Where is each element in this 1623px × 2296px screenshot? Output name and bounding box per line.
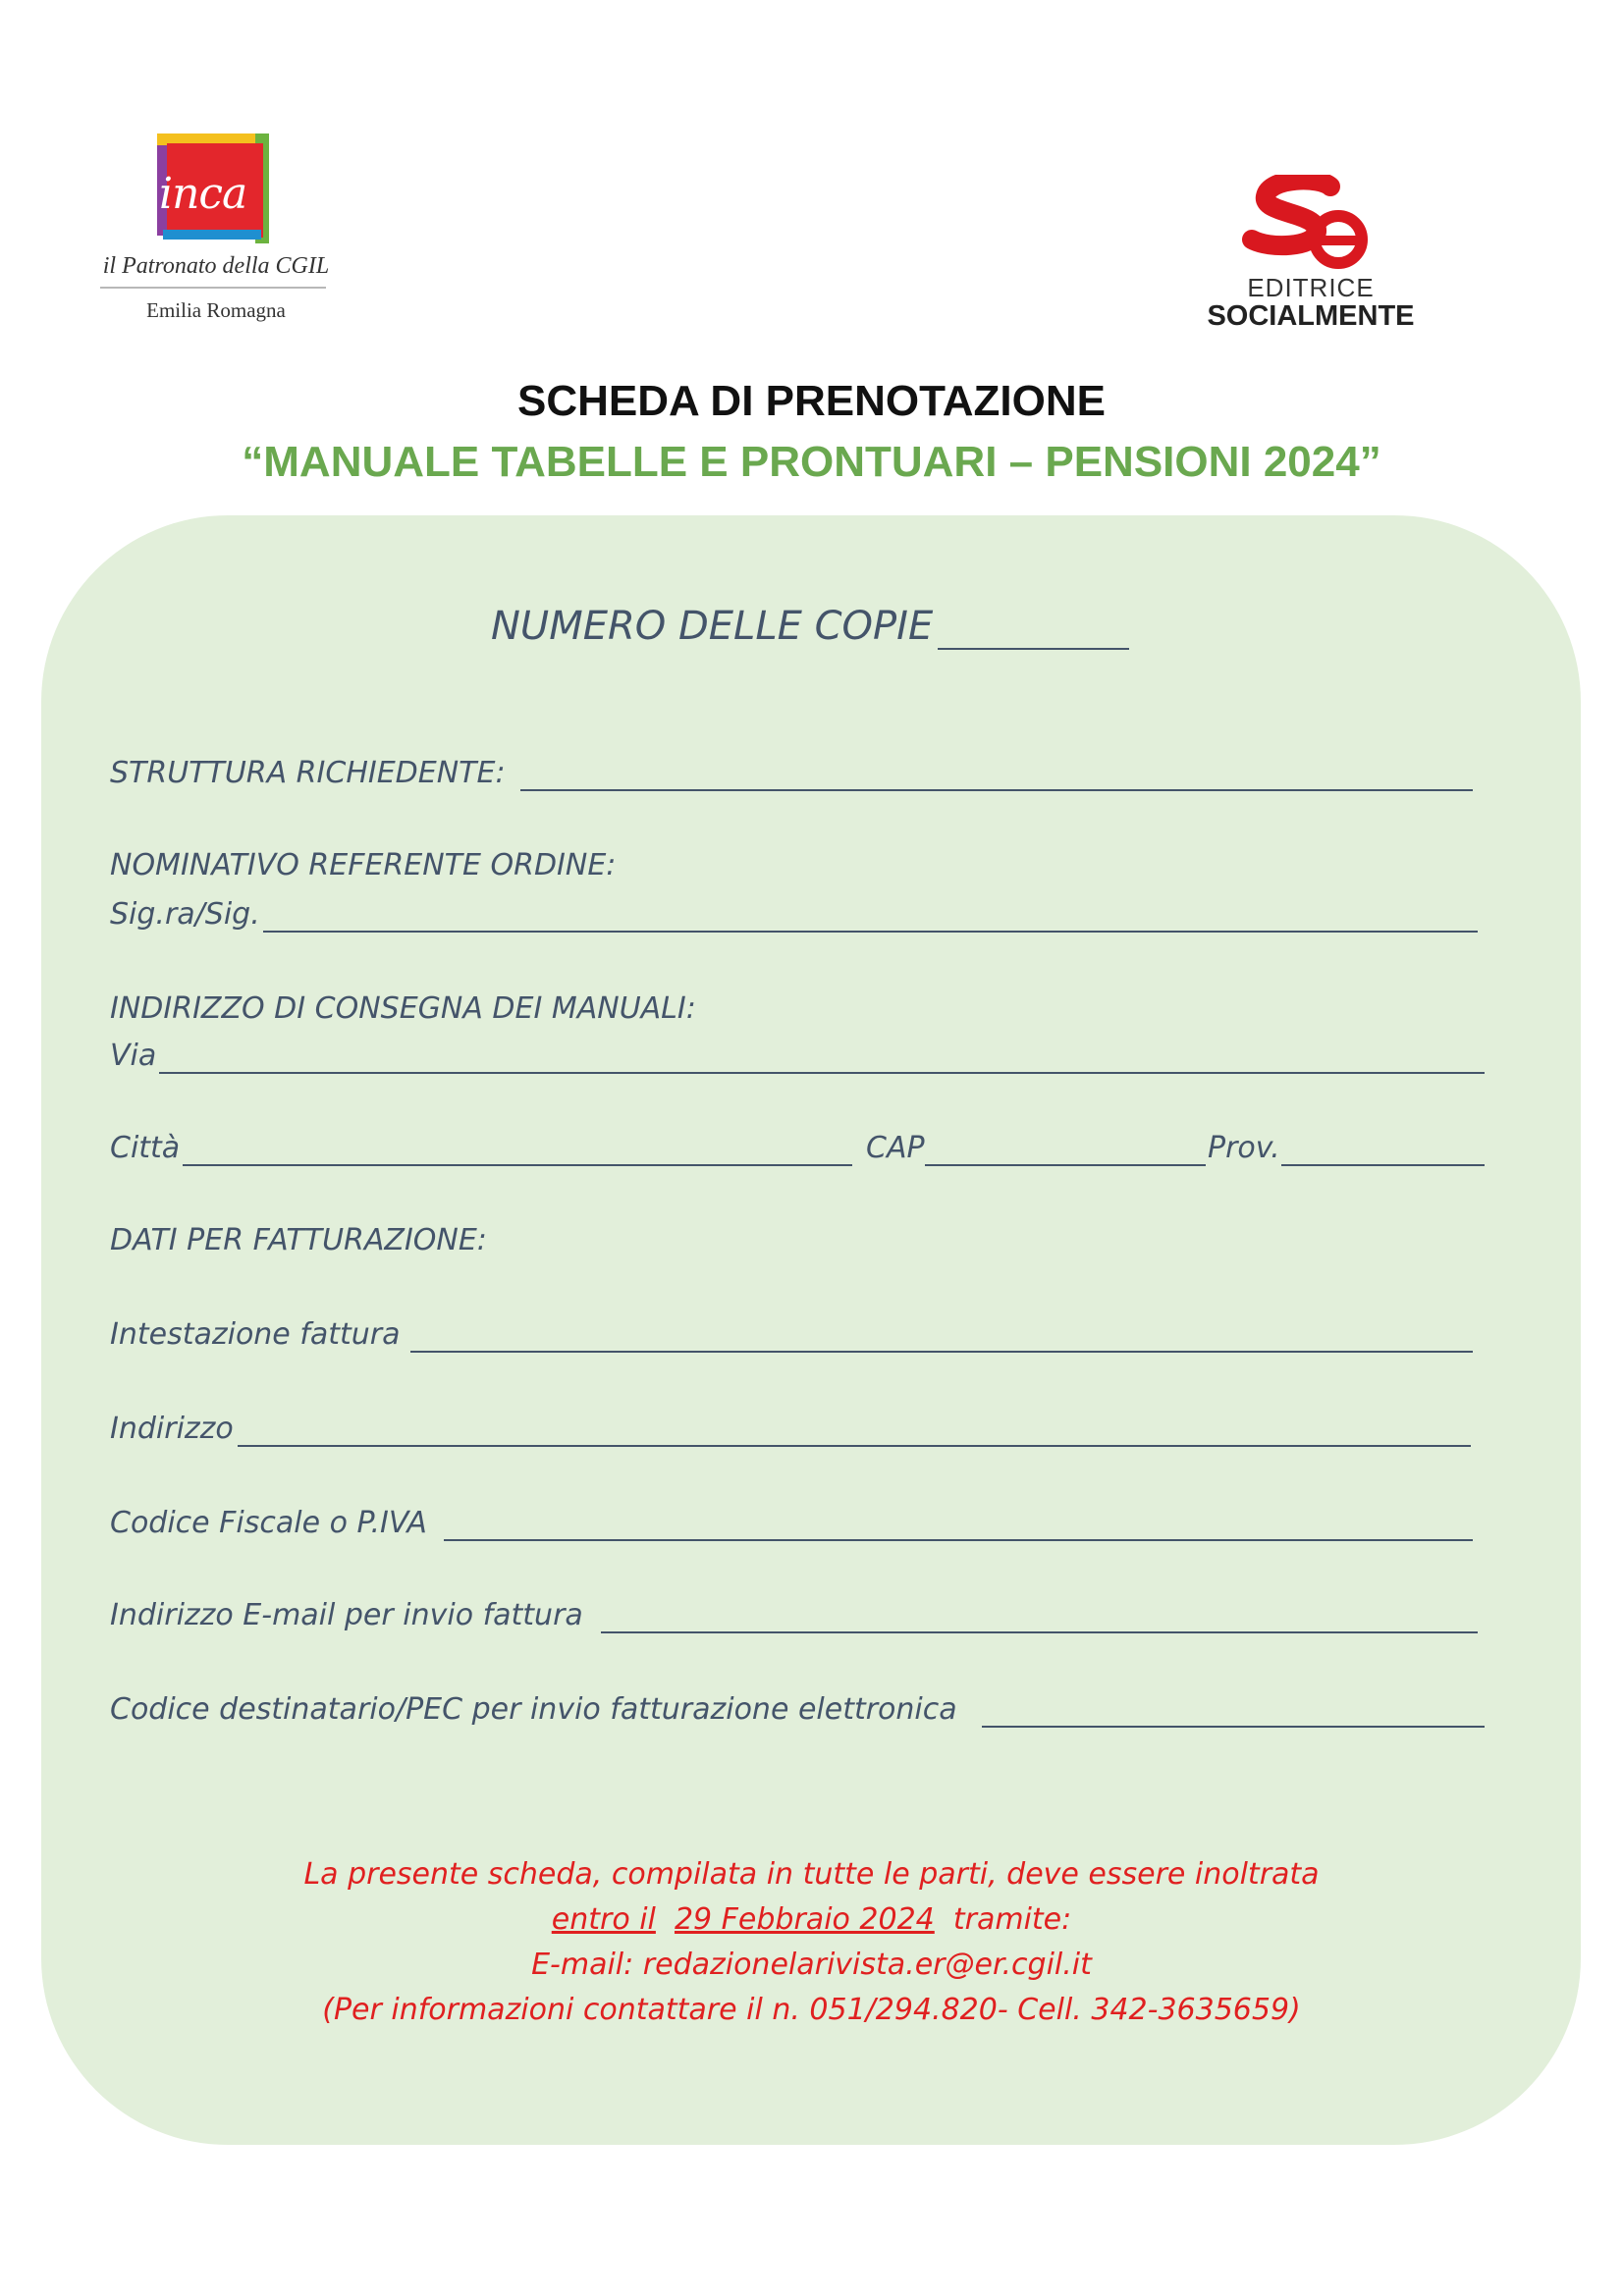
inca-logo [98, 130, 334, 326]
email-fattura-field[interactable] [601, 1631, 1478, 1633]
notice-email[interactable]: E-mail: redazionelarivista.er@er.cgil.it [531, 1948, 1092, 1982]
notice-tramite: tramite: [952, 1902, 1072, 1937]
notice-line1: La presente scheda, compilata in tutte le parti, deve essere inoltrata [303, 1857, 1320, 1892]
socialmente-logo-line2: SOCIALMENTE [1207, 300, 1415, 332]
codice-fiscale-label: Codice Fiscale o P.IVA [110, 1506, 427, 1540]
email-fattura-label: Indirizzo E-mail per invio fattura [110, 1598, 583, 1632]
citta-field[interactable] [183, 1164, 852, 1166]
codice-destinatario-field[interactable] [982, 1726, 1485, 1728]
se-monogram-icon [1240, 175, 1378, 273]
indirizzo-consegna-label: INDIRIZZO DI CONSEGNA DEI MANUALI: [110, 991, 696, 1026]
notice-line2 [0, 1900, 1623, 1940]
cap-label: CAP [866, 1131, 925, 1165]
socialmente-logo-line1: EDITRICE [1247, 273, 1375, 302]
struttura-label: STRUTTURA RICHIEDENTE: [110, 756, 506, 790]
codice-destinatario-label: Codice destinatario/PEC per invio fatturazione elettronica [110, 1692, 957, 1727]
fatturazione-label: DATI PER FATTURAZIONE: [110, 1223, 487, 1257]
notice-info: (Per informazioni contattare il n. 051/294.820- Cell. 342-3635659) [322, 1993, 1301, 2027]
page-title: SCHEDA DI PRENOTAZIONE [517, 377, 1106, 425]
inca-divider [100, 287, 326, 289]
via-field[interactable] [159, 1072, 1485, 1074]
prov-label: Prov. [1208, 1131, 1280, 1165]
prov-field[interactable] [1281, 1164, 1485, 1166]
struttura-field[interactable] [520, 789, 1473, 791]
inca-wordmark: inca [159, 169, 247, 219]
nominativo-label: NOMINATIVO REFERENTE ORDINE: [110, 848, 617, 882]
copies-field[interactable] [938, 648, 1129, 650]
codice-fiscale-field[interactable] [444, 1539, 1473, 1541]
socialmente-logo [1203, 175, 1419, 342]
citta-label: Città [110, 1131, 181, 1165]
notice-deadline: 29 Febbraio 2024 [674, 1902, 935, 1937]
inca-region: Emilia Romagna [146, 298, 286, 322]
indirizzo-label: Indirizzo [110, 1412, 234, 1446]
sig-label: Sig.ra/Sig. [110, 897, 260, 932]
page-subtitle: “MANUALE TABELLE E PRONTUARI – PENSIONI 2024” [242, 438, 1381, 486]
cap-field[interactable] [925, 1164, 1206, 1166]
intestazione-field[interactable] [410, 1351, 1473, 1353]
indirizzo-field[interactable] [238, 1445, 1471, 1447]
inca-subtitle: il Patronato della CGIL [102, 253, 330, 279]
intestazione-label: Intestazione fattura [110, 1317, 401, 1352]
via-label: Via [110, 1039, 157, 1073]
copies-label: NUMERO DELLE COPIE [491, 604, 934, 649]
sig-field[interactable] [263, 931, 1478, 933]
notice-entro: entro il [551, 1902, 656, 1937]
